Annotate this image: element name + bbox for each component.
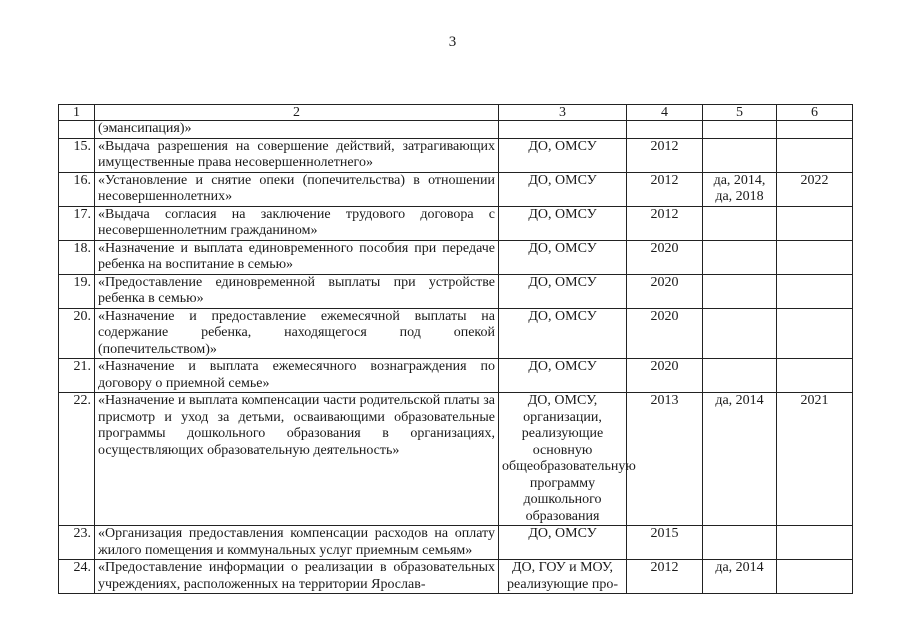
responsible-org bbox=[499, 121, 627, 139]
service-name: «Назначение и выплата компенсации части родительской платы за присмотр и уход за детьми, осваивающими образовательные программы дошкольного образования в организациях, осуществляющих образовательную деятельность» bbox=[95, 393, 499, 526]
col-6-value bbox=[777, 121, 853, 139]
col-4-value: 2020 bbox=[627, 240, 703, 274]
responsible-org: ДО, ОМСУ, организации, реализующие основную общеобразовательную программу дошкольного образования bbox=[499, 393, 627, 526]
col-6-value bbox=[777, 526, 853, 560]
col-4-value bbox=[627, 121, 703, 139]
row-number bbox=[59, 121, 95, 139]
col-6-value bbox=[777, 206, 853, 240]
col-4-value: 2012 bbox=[627, 206, 703, 240]
responsible-org: ДО, ОМСУ bbox=[499, 359, 627, 393]
table-row bbox=[59, 172, 853, 206]
row-number: 16. bbox=[59, 172, 95, 206]
table-row bbox=[59, 138, 853, 172]
table-row bbox=[59, 206, 853, 240]
col-6-value bbox=[777, 560, 853, 594]
table-row bbox=[59, 121, 853, 139]
col-6-value bbox=[777, 308, 853, 359]
service-name: «Предоставление единовременной выплаты при устройстве ребенка в семью» bbox=[95, 274, 499, 308]
responsible-org: ДО, ГОУ и МОУ, реализующие про- bbox=[499, 560, 627, 594]
responsible-org: ДО, ОМСУ bbox=[499, 206, 627, 240]
col-5-value bbox=[703, 274, 777, 308]
col-5-value: да, 2014, да, 2018 bbox=[703, 172, 777, 206]
col-4-value: 2012 bbox=[627, 560, 703, 594]
row-number: 21. bbox=[59, 359, 95, 393]
page-number: 3 bbox=[448, 34, 457, 50]
row-number: 24. bbox=[59, 560, 95, 594]
col-5-value bbox=[703, 359, 777, 393]
responsible-org: ДО, ОМСУ bbox=[499, 308, 627, 359]
table-header-row bbox=[59, 105, 853, 121]
responsible-org: ДО, ОМСУ bbox=[499, 138, 627, 172]
service-name: «Предоставление информации о реализации в образовательных учреждениях, расположенных на территории Ярослав- bbox=[95, 560, 499, 594]
service-name: «Назначение и предоставление ежемесячной выплаты на содержание ребенка, находящегося под опекой (попечительством)» bbox=[95, 308, 499, 359]
col-6-value bbox=[777, 274, 853, 308]
row-number: 23. bbox=[59, 526, 95, 560]
service-name: «Организация предоставления компенсации расходов на оплату жилого помещения и коммунальных услуг приемным семьям» bbox=[95, 526, 499, 560]
responsible-org: ДО, ОМСУ bbox=[499, 526, 627, 560]
table-row bbox=[59, 240, 853, 274]
col-4-value: 2020 bbox=[627, 359, 703, 393]
col-6-value: 2022 bbox=[777, 172, 853, 206]
service-name: «Выдача согласия на заключение трудового договора с несовершеннолетним гражданином» bbox=[95, 206, 499, 240]
header-col-1: 1 bbox=[59, 105, 95, 121]
row-number: 20. bbox=[59, 308, 95, 359]
col-5-value bbox=[703, 240, 777, 274]
col-6-value bbox=[777, 359, 853, 393]
row-number: 22. bbox=[59, 393, 95, 526]
header-col-5: 5 bbox=[703, 105, 777, 121]
col-6-value bbox=[777, 240, 853, 274]
col-5-value bbox=[703, 138, 777, 172]
col-5-value: да, 2014 bbox=[703, 560, 777, 594]
responsible-org: ДО, ОМСУ bbox=[499, 240, 627, 274]
col-4-value: 2015 bbox=[627, 526, 703, 560]
service-name: «Назначение и выплата единовременного пособия при передаче ребенка на воспитание в семью» bbox=[95, 240, 499, 274]
col-4-value: 2012 bbox=[627, 138, 703, 172]
table-row bbox=[59, 526, 853, 560]
col-5-value bbox=[703, 206, 777, 240]
col-5-value: да, 2014 bbox=[703, 393, 777, 526]
table-row bbox=[59, 274, 853, 308]
table-row bbox=[59, 393, 853, 526]
row-number: 18. bbox=[59, 240, 95, 274]
table-row bbox=[59, 560, 853, 594]
col-4-value: 2013 bbox=[627, 393, 703, 526]
row-number: 17. bbox=[59, 206, 95, 240]
header-col-6: 6 bbox=[777, 105, 853, 121]
table-row bbox=[59, 308, 853, 359]
service-name: «Назначение и выплата ежемесячного вознаграждения по договору о приемной семье» bbox=[95, 359, 499, 393]
responsible-org: ДО, ОМСУ bbox=[499, 172, 627, 206]
service-name: (эмансипация)» bbox=[95, 121, 499, 139]
row-number: 19. bbox=[59, 274, 95, 308]
responsible-org: ДО, ОМСУ bbox=[499, 274, 627, 308]
col-5-value bbox=[703, 121, 777, 139]
col-6-value bbox=[777, 138, 853, 172]
header-col-4: 4 bbox=[627, 105, 703, 121]
header-col-2: 2 bbox=[95, 105, 499, 121]
table-row bbox=[59, 359, 853, 393]
service-name: «Установление и снятие опеки (попечительства) в отношении несовершеннолетних» bbox=[95, 172, 499, 206]
service-name: «Выдача разрешения на совершение действий, затрагивающих имущественные права несовершеннолетнего» bbox=[95, 138, 499, 172]
col-4-value: 2020 bbox=[627, 308, 703, 359]
col-6-value: 2021 bbox=[777, 393, 853, 526]
col-5-value bbox=[703, 526, 777, 560]
col-4-value: 2020 bbox=[627, 274, 703, 308]
services-table bbox=[58, 104, 853, 594]
col-4-value: 2012 bbox=[627, 172, 703, 206]
row-number: 15. bbox=[59, 138, 95, 172]
header-col-3: 3 bbox=[499, 105, 627, 121]
col-5-value bbox=[703, 308, 777, 359]
